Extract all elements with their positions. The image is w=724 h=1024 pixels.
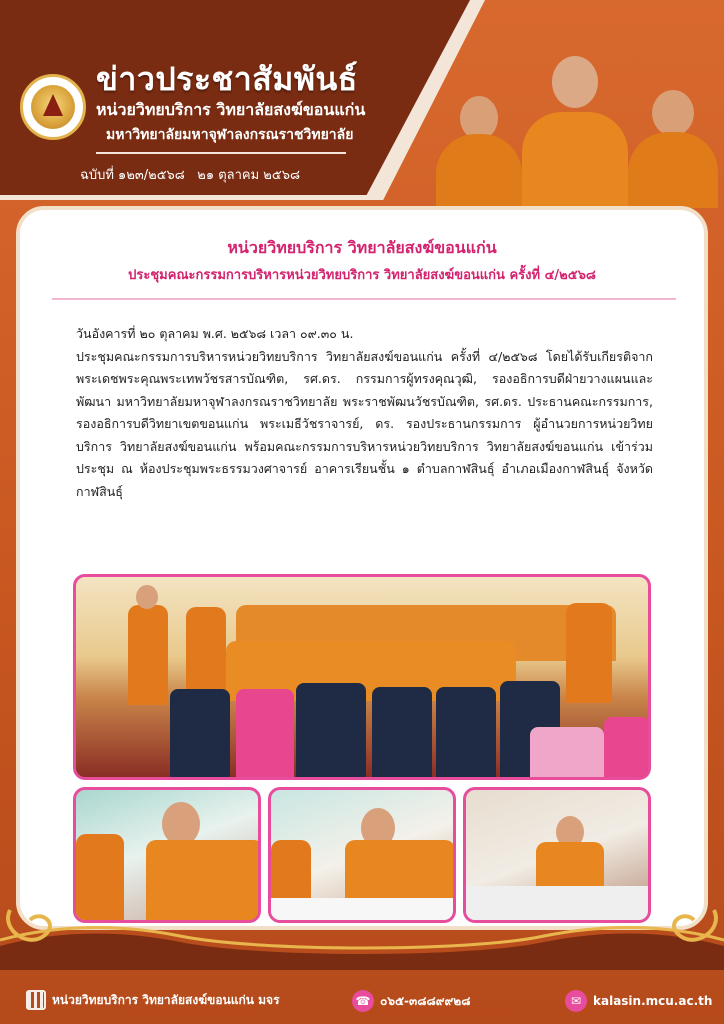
footer-unit-label: หน่วยวิทยบริการ วิทยาลัยสงฆ์ขอนแก่น มจร xyxy=(52,992,280,1007)
newsletter-title: ข่าวประชาสัมพันธ์ xyxy=(96,60,358,98)
issue-line xyxy=(80,164,300,185)
footer-website xyxy=(565,990,712,1012)
monk-portrait xyxy=(628,70,718,208)
header-monk-photos xyxy=(430,48,720,208)
article-body xyxy=(76,323,653,503)
issue-number: ฉบับที่ ๑๒๓/๒๕๖๘ xyxy=(80,168,185,183)
article-date-line: วันอังคารที่ ๒๐ ตุลาคม พ.ศ. ๒๕๖๘ เวลา ๐๙.๓๐ น. xyxy=(76,326,354,341)
university-logo xyxy=(20,74,86,140)
monk-portrait xyxy=(522,48,628,208)
issue-date: ๒๑ ตุลาคม ๒๕๖๘ xyxy=(197,168,300,183)
title-divider xyxy=(52,298,676,300)
logo-emblem-icon xyxy=(31,85,75,129)
article-org-title: หน่วยวิทยบริการ วิทยาลัยสงฆ์ขอนแก่น xyxy=(227,238,497,257)
university-name: มหาวิทยาลัยมหาจุฬาลงกรณราชวิทยาลัย xyxy=(106,127,354,143)
unit-name: หน่วยวิทยบริการ วิทยาลัยสงฆ์ขอนแก่น xyxy=(96,100,366,119)
article-paragraph: ประชุมคณะกรรมการบริหารหน่วยวิทยบริการ วิทยาลัยสงฆ์ขอนแก่น ครั้งที่ ๔/๒๕๖๘ โดยได้รับเกียรติจาก พระเดชพระคุณพระเทพวัชรสารบัณฑิต, รศ.ดร. กรรมการผู้ทรงคุณวุฒิ, รองอธิการบดีฝ่ายวางแผนและพัฒนา มหาวิทยาลัยมหาจุฬาลงกรณราชวิทยาลัย พระราชพัฒนวัชรบัณฑิต, รศ.ดร. ประธานคณะกรรมการ, รองอธิการบดีวิทยาเขตขอนแก่น พระเมธีวัชราจารย์, ดร. รองประธานกรรมการ ผู้อำนวยการหน่วยวิทยบริการ วิทยาลัยสงฆ์ขอนแก่น พร้อมคณะกรรมการบริหารหน่วยวิทยบริการ วิทยาลัยสงฆ์ขอนแก่น เข้าร่วมประชุม ณ ห้องประชุมพระธรรมวงศาจารย์ อาคารเรียนชั้น ๑ ตำบลกาฬสินธุ์ อำเภอเมืองกาฬสินธุ์ จังหวัดกาฬสินธุ์ xyxy=(76,348,653,499)
article-meeting-title: ประชุมคณะกรรมการบริหารหน่วยวิทยบริการ วิทยาลัยสงฆ์ขอนแก่น ครั้งที่ ๔/๒๕๖๘ xyxy=(128,268,596,283)
qr-code-icon xyxy=(26,990,46,1010)
decorative-scroll-ornament xyxy=(0,890,724,970)
group-photo xyxy=(73,574,651,780)
footer-unit xyxy=(26,990,280,1010)
footer-website-url[interactable]: kalasin.mcu.ac.th xyxy=(593,994,713,1008)
monk-portrait xyxy=(436,78,522,208)
footer-phone-number: ๐๖๕-๓๘๘๙๙๒๘ xyxy=(380,993,471,1008)
footer-phone xyxy=(352,990,470,1012)
mail-icon: ✉ xyxy=(565,990,587,1012)
phone-icon: ☎ xyxy=(352,990,374,1012)
header-divider xyxy=(96,152,346,154)
